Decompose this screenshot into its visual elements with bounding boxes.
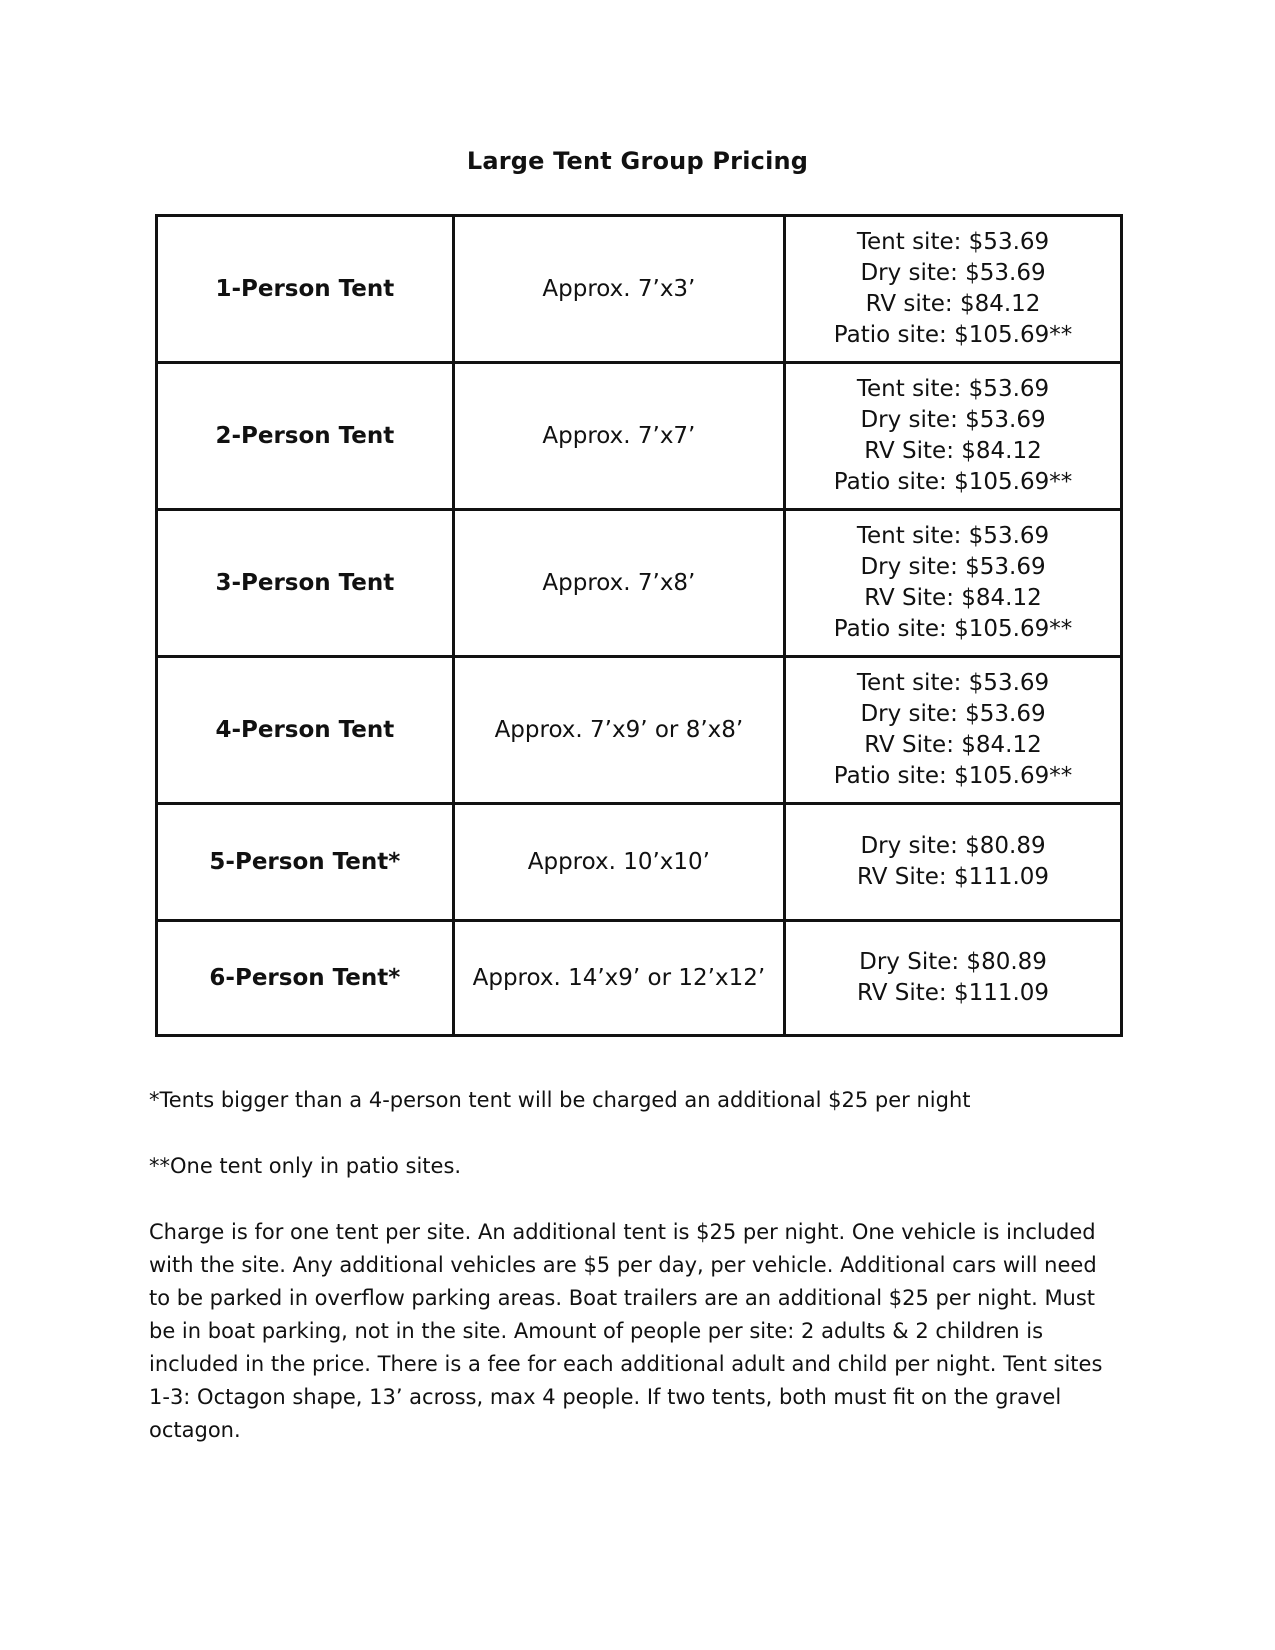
price-line: RV Site: $84.12 [864, 438, 1042, 464]
price-cell [785, 510, 1122, 657]
price-line: Patio site: $105.69** [833, 322, 1073, 348]
price-line: RV Site: $111.09 [856, 864, 1050, 890]
price-line: Tent site: $53.69 [856, 670, 1050, 696]
price-line: Tent site: $53.69 [856, 523, 1050, 549]
table-row [157, 657, 1122, 804]
table-row [157, 510, 1122, 657]
patio-footnote: **One tent only in patio sites. [149, 1154, 462, 1178]
price-cell [785, 657, 1122, 804]
tent-type-cell: 3-Person Tent [157, 510, 454, 657]
price-line: Patio site: $105.69** [833, 469, 1073, 495]
price-line: Dry site: $53.69 [860, 554, 1046, 580]
tent-size-cell: Approx. 7’x7’ [453, 363, 784, 510]
price-cell [785, 921, 1122, 1036]
price-line: Dry site: $53.69 [860, 701, 1046, 727]
pricing-table [155, 214, 1123, 1037]
price-line: RV Site: $111.09 [856, 980, 1050, 1006]
large-tent-footnote: *Tents bigger than a 4-person tent will be charged an additional $25 per night [149, 1088, 971, 1112]
table-row [157, 921, 1122, 1036]
tent-type-cell: 5-Person Tent* [157, 804, 454, 921]
tent-size-cell: Approx. 7’x8’ [453, 510, 784, 657]
table-row [157, 363, 1122, 510]
tent-type-cell: 1-Person Tent [157, 216, 454, 363]
price-cell [785, 363, 1122, 510]
table-row [157, 804, 1122, 921]
price-line: Patio site: $105.69** [833, 616, 1073, 642]
price-line: Patio site: $105.69** [833, 763, 1073, 789]
price-line: RV site: $84.12 [865, 291, 1041, 317]
price-line: Dry Site: $80.89 [859, 949, 1047, 975]
price-cell [785, 216, 1122, 363]
tent-type-cell: 2-Person Tent [157, 363, 454, 510]
price-line: Tent site: $53.69 [856, 229, 1050, 255]
price-line: RV Site: $84.12 [864, 585, 1042, 611]
tent-size-cell: Approx. 7’x9’ or 8’x8’ [453, 657, 784, 804]
price-line: Dry site: $80.89 [860, 833, 1046, 859]
tent-size-cell: Approx. 10’x10’ [453, 804, 784, 921]
tent-size-cell: Approx. 14’x9’ or 12’x12’ [453, 921, 784, 1036]
page-title: Large Tent Group Pricing [466, 147, 809, 175]
price-line: Dry site: $53.69 [860, 407, 1046, 433]
price-cell [785, 804, 1122, 921]
tent-type-cell: 6-Person Tent* [157, 921, 454, 1036]
table-row [157, 216, 1122, 363]
charges-paragraph: Charge is for one tent per site. An additional tent is $25 per night. One vehicle is included with the site. Any additional vehicles are $5 per day, per vehicle. Additional cars will need to be parked in overflow parking areas. Boat trailers are an additional $25 per night. Must be in boat parking, not in the site. Amount of people per site: 2 adults & 2 children is included in the price. There is a fee for each additional adult and child per night. Tent sites 1-3: Octagon shape, 13’ across, max 4 people. If two tents, both must fit on the gravel octagon. [149, 1220, 1103, 1442]
tent-type-cell: 4-Person Tent [157, 657, 454, 804]
price-line: RV Site: $84.12 [864, 732, 1042, 758]
price-line: Dry site: $53.69 [860, 260, 1046, 286]
tent-size-cell: Approx. 7’x3’ [453, 216, 784, 363]
price-line: Tent site: $53.69 [856, 376, 1050, 402]
